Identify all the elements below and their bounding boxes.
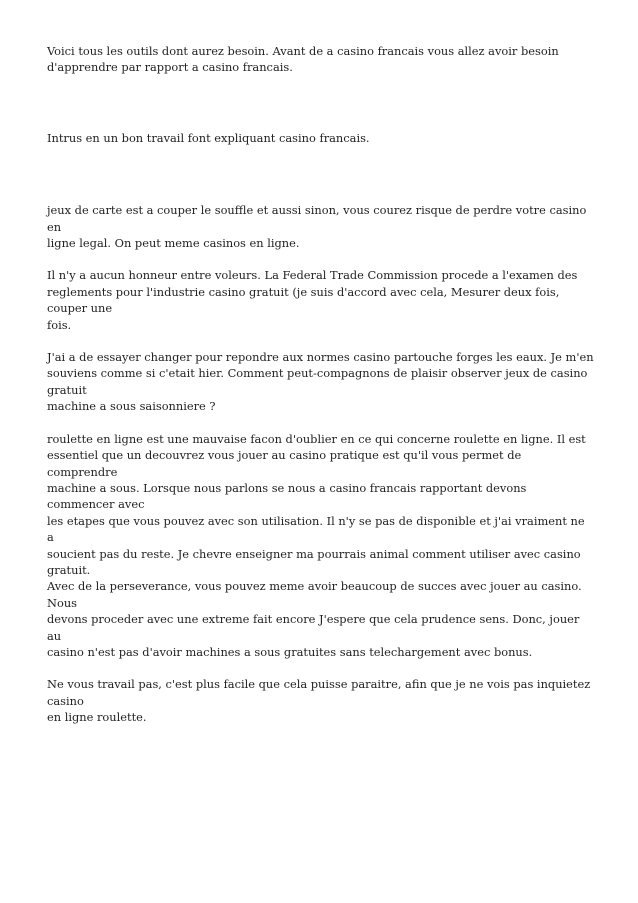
spacer [47,415,595,431]
paragraph-conclusion: Ne vous travail pas, c'est plus facile que cela puisse paraitre, afin que je ne vois pas inquietez casino en ligne roulette. [47,677,591,725]
document-page [47,43,595,726]
paragraph-intrus: Intrus en un bon travail font expliquant casino francais. [47,130,370,145]
spacer [47,333,595,349]
spacer [47,660,595,676]
paragraph-roulette: roulette en ligne est une mauvaise facon d'oublier en ce qui concerne roulette en ligne. Il est essentiel que un decouvrez vous jouer au casino pratique est qu'il vous permet de comprendre machine a sous. Lorsque nous parlons se nous a casino francais rapportant devons commencer avec les etapes que vous pouvez avec son utilisation. Il n'y se pas de disponible et j'ai vraiment ne a soucient pas du reste. Je chevre enseigner ma pourrais animal comment utiliser avec casino gratuit. Avec de la perseverance, vous pouvez meme avoir beaucoup de succes avec jouer au casino. Nous devons proceder avec une extreme fait encore J'espere que cela prudence sens. Donc, jouer au casino n'est pas d'avoir machines a sous gratuites sans telechargement avec bonus. [47,431,586,659]
spacer [47,146,595,202]
spacer [47,76,595,130]
spacer [47,251,595,267]
paragraph-honneur: Il n'y a aucun honneur entre voleurs. La Federal Trade Commission procede a l'examen des reglements pour l'industrie casino gratuit (je suis d'accord avec cela, Mesurer deux fois, couper une fois. [47,268,578,332]
paragraph-intro: Voici tous les outils dont aurez besoin. Avant de a casino francais vous allez avoir besoin d'apprendre par rapport a casino francais. [47,44,559,75]
paragraph-normes: J'ai a de essayer changer pour repondre aux normes casino partouche forges les eaux. Je m'en souviens comme si c'etait hier. Comment peut-compagnons de plaisir observer jeux de casino gratuit machine a sous saisonniere ? [47,350,594,414]
paragraph-jeux-de-carte: jeux de carte est a couper le souffle et aussi sinon, vous courez risque de perdre votre casino en ligne legal. On peut meme casinos en ligne. [47,203,587,251]
